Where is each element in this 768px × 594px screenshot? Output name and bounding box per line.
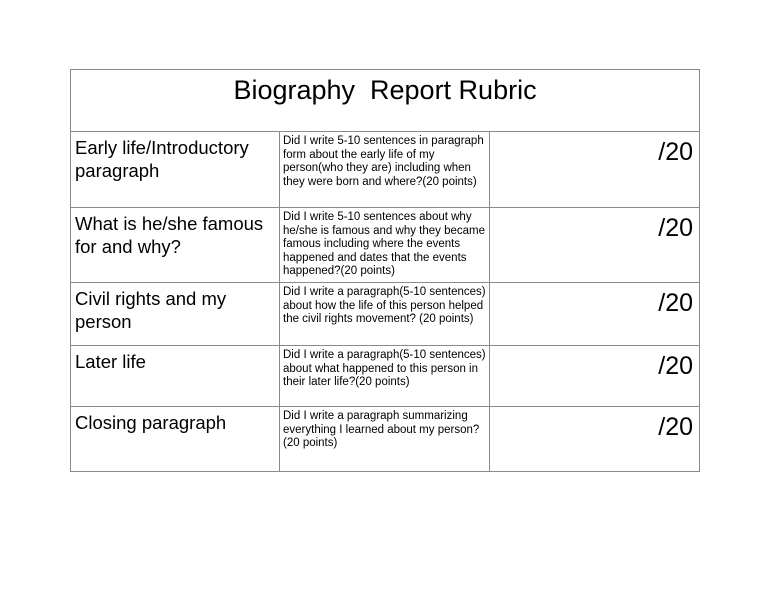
criterion-cell: Early life/Introductory paragraph: [71, 132, 280, 208]
criterion-cell: What is he/she famous for and why?: [71, 208, 280, 283]
criterion-cell: Civil rights and my person: [71, 283, 280, 346]
criterion-cell: Later life: [71, 346, 280, 407]
description-cell: Did I write a paragraph summarizing everything I learned about my person?(20 points): [280, 407, 490, 472]
rubric-row-closing: [71, 407, 700, 472]
rubric-row-civil-rights: [71, 283, 700, 346]
rubric-row-later-life: [71, 346, 700, 407]
title-cell: [71, 70, 700, 132]
title-row: [71, 70, 700, 132]
rubric-row-early-life: [71, 132, 700, 208]
description-cell: Did I write a paragraph(5-10 sentences) about what happened to this person in their later life?(20 points): [280, 346, 490, 407]
score-cell: /20: [490, 346, 700, 407]
score-cell: /20: [490, 283, 700, 346]
document-title: Biography Report Rubric: [233, 75, 537, 105]
rubric-row-famous-for: [71, 208, 700, 283]
score-cell: /20: [490, 407, 700, 472]
description-cell: Did I write 5-10 sentences in paragraph form about the early life of my person(who they are) including when they were born and where?(20 points): [280, 132, 490, 208]
description-cell: Did I write a paragraph(5-10 sentences) about how the life of this person helped the civil rights movement? (20 points): [280, 283, 490, 346]
rubric-table: [70, 69, 700, 472]
description-cell: Did I write 5-10 sentences about why he/she is famous and why they became famous including where the events happened and dates that the events happened?(20 points): [280, 208, 490, 283]
criterion-cell: Closing paragraph: [71, 407, 280, 472]
score-cell: /20: [490, 132, 700, 208]
score-cell: /20: [490, 208, 700, 283]
